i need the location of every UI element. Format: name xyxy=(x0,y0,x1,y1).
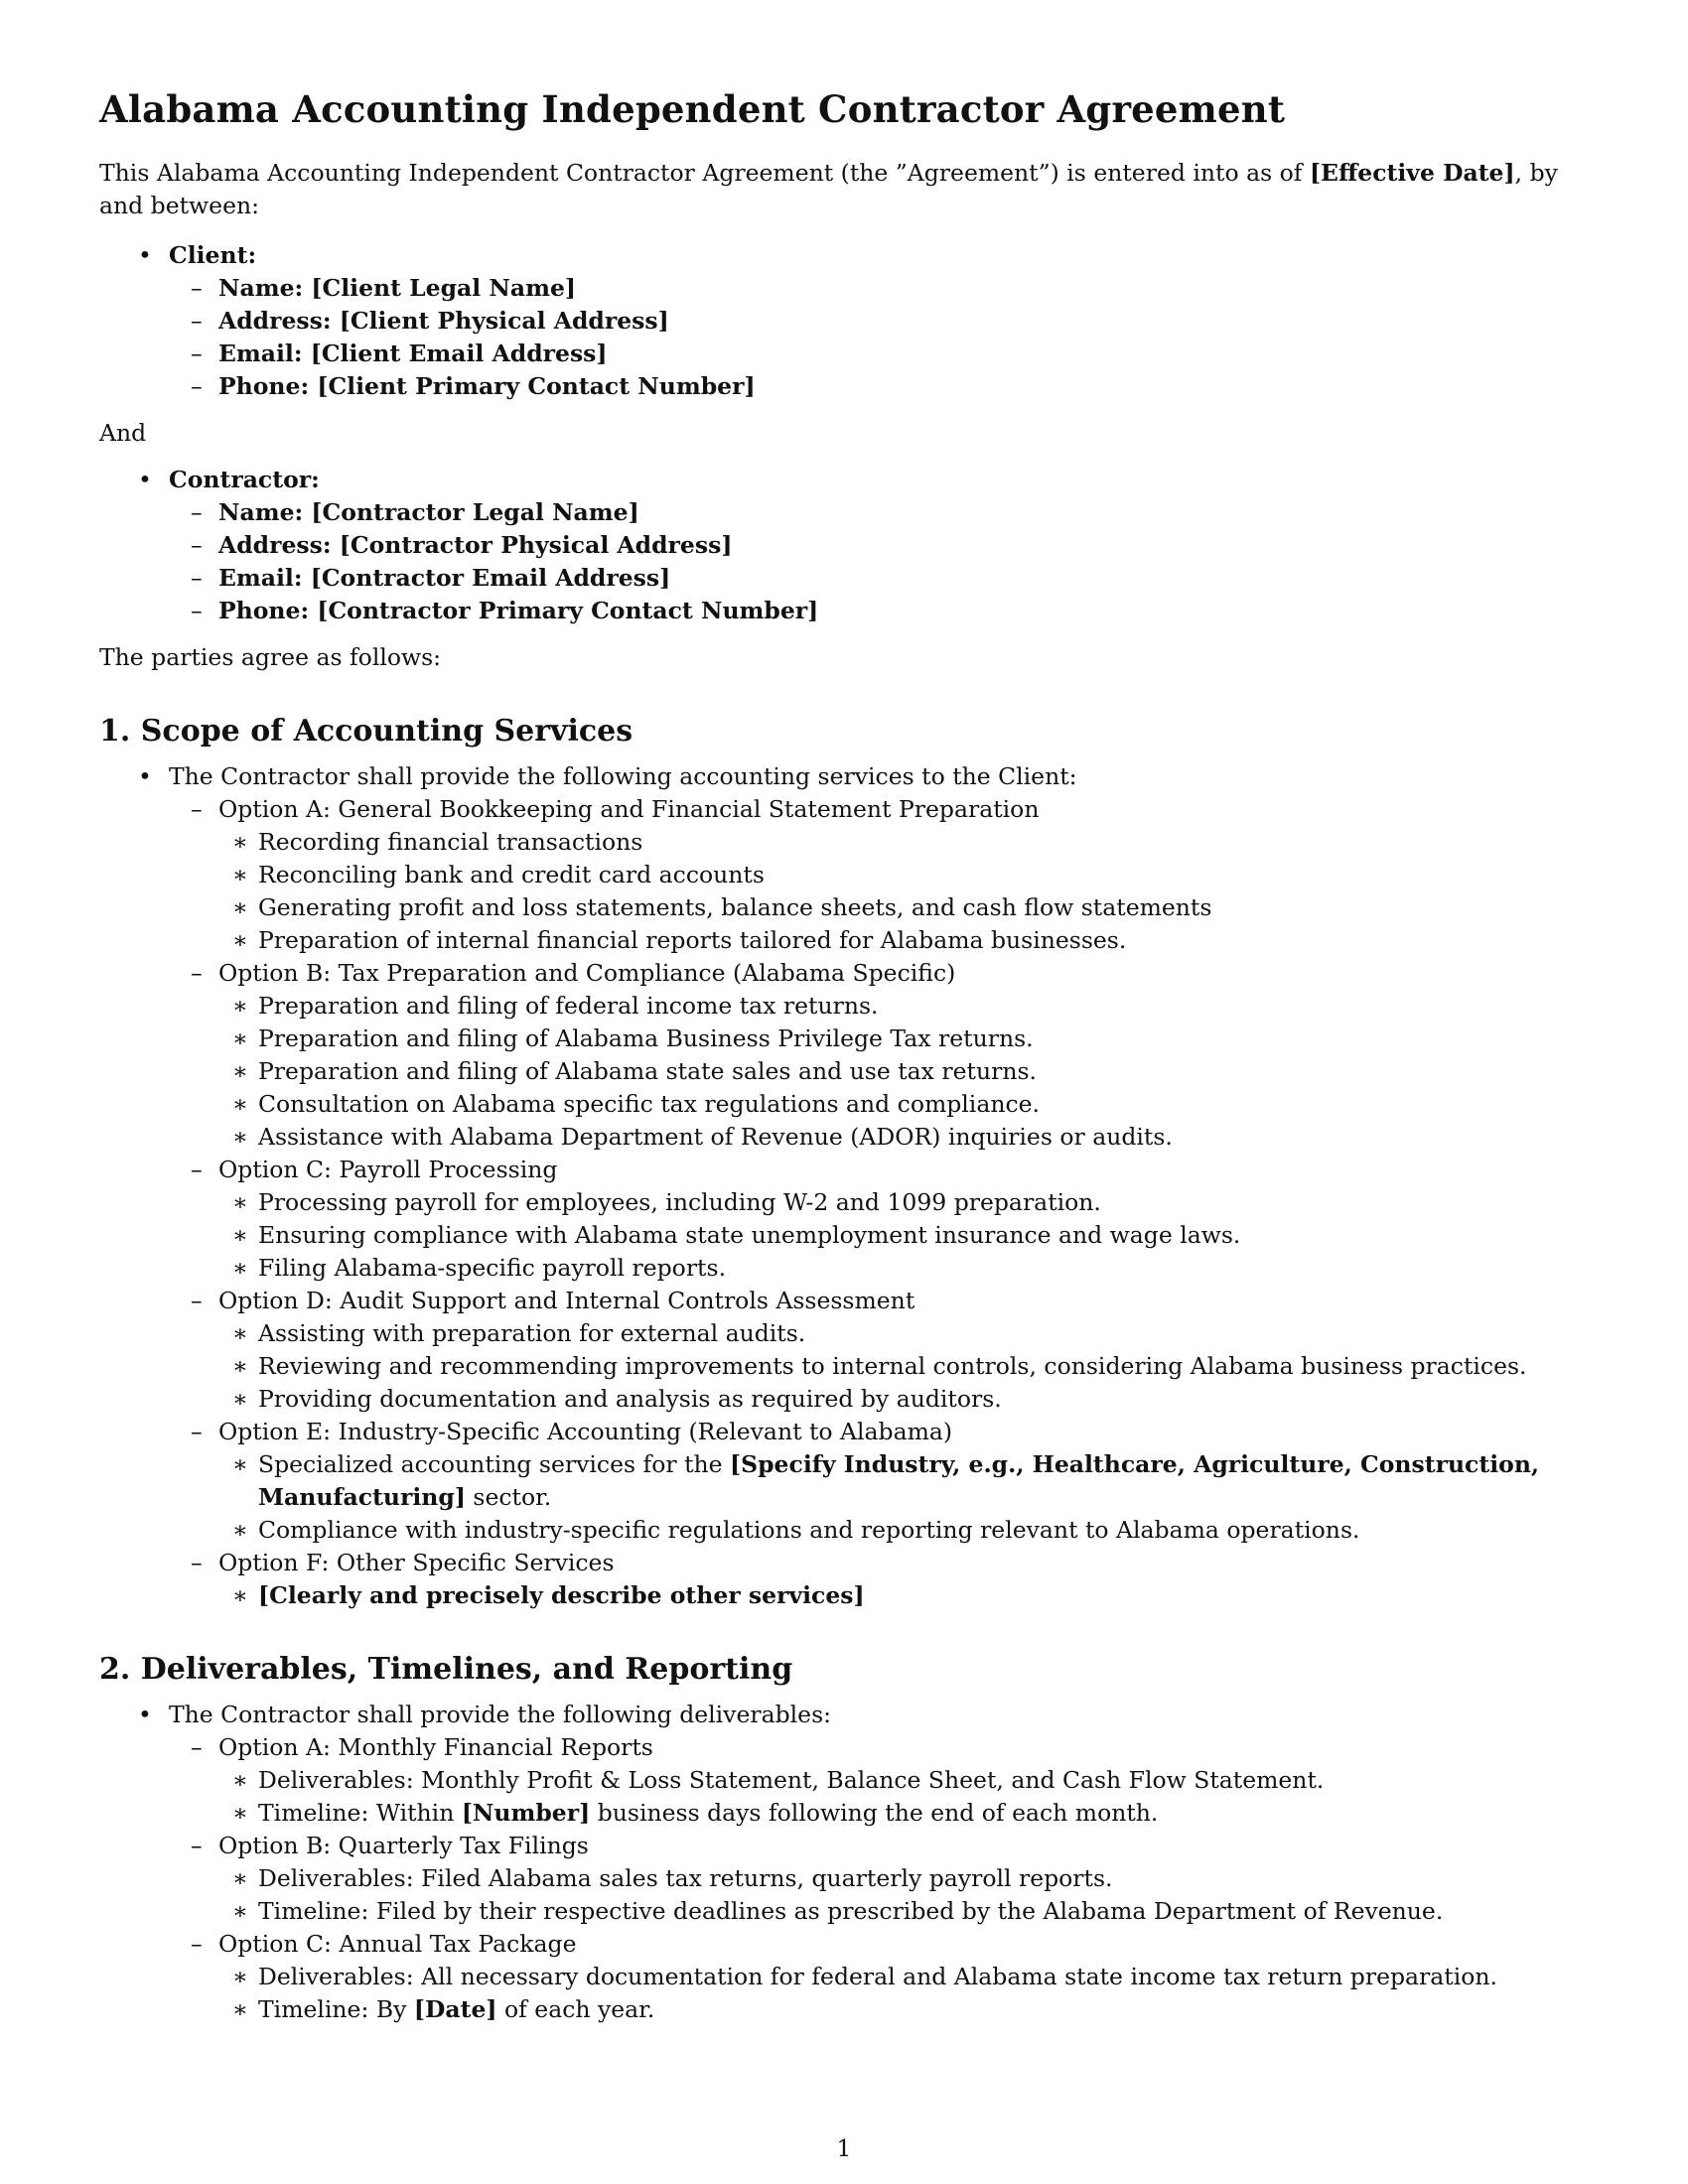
list-item: ∗ Recording financial transactions xyxy=(209,826,1589,859)
list-item: ∗ Compliance with industry-specific regulations and reporting relevant to Alabama operations. xyxy=(209,1514,1589,1547)
deliverable-option-c: – Option C: Annual Tax Package ∗ Deliverables: All necessary documentation for federal and Alabama state income tax return preparation. ∗ Timeline: By [Date] of each year. xyxy=(159,1928,1589,2026)
client-label: Client: xyxy=(169,241,257,269)
option-e: – Option E: Industry-Specific Accounting (Relevant to Alabama) ∗ Specialized accounting services for the [Specify Industry, e.g., Healthcare, Agriculture, Construction, Manufacturing] sector. ∗ Compliance with industry-specific regulations and reporting relevant to Alabama operations. xyxy=(159,1416,1589,1547)
client-block xyxy=(99,239,1589,403)
page-number: 1 xyxy=(836,2134,852,2162)
list-item: ∗ Assisting with preparation for external audits. xyxy=(209,1317,1589,1350)
list-item xyxy=(209,1579,1589,1612)
document-page xyxy=(99,87,1589,2026)
list-item: ∗ Timeline: By [Date] of each year. xyxy=(209,1993,1589,2026)
option-f: – Option F: Other Specific Services ∗ [Clearly and precisely describe other services] xyxy=(159,1547,1589,1612)
section-1-heading: 1. Scope of Accounting Services xyxy=(99,714,633,749)
section-1-lead: • The Contractor shall provide the following accounting services to the Client: – Option A: General Bookkeeping and Financial Statement Preparation ∗ Recording financial transactions ∗ Reconciling bank and credit card accounts ∗ Generating profit and loss statements, balance sheets, and cash flow statements ∗ Preparation of internal financial reports tailored for Alabama businesses. – Option B: Tax Preparation and Compliance (Alabama Specific) ∗ Preparation and filing of federal income tax returns. ∗ Preparation and filing of Alabama Business Privilege Tax returns. ∗ Preparation and filing of Alabama state sales and use tax returns. ∗ Consultation on Alabama specific tax regulations and compliance. ∗ Assistance with Alabama Department of Revenue (ADOR) inquiries or audits. – Option C: Payroll Processing ∗ Processing payroll for employees, including W-2 and 1099 preparation. ∗ Ensuring compliance with Alabama state unemployment insurance and wage laws. ∗ Filing Alabama-specific payroll reports. – Option D: Audit Support and Internal Controls Assessment ∗ Assisting with preparation for external audits. ∗ Reviewing and recommending improvements to internal controls, considering Alabama business practices. ∗ Providing documentation and analysis as required by auditors. – Option E: Industry-Specific Accounting (Relevant to Alabama) ∗ Specialized accounting services for the [Specify Industry, e.g., Healthcare, Agriculture, Construction, Manufacturing] sector. ∗ Compliance with industry-specific regulations and reporting relevant to Alabama operations. – Option F: Other Specific Services ∗ [Clearly and precisely describe other services] xyxy=(99,760,1589,1612)
list-item: ∗ Preparation and filing of Alabama state sales and use tax returns. xyxy=(209,1055,1589,1088)
client-phone-field: – Phone: [Client Primary Contact Number] xyxy=(159,370,1589,403)
deliverable-option-b: – Option B: Quarterly Tax Filings ∗ Deliverables: Filed Alabama sales tax returns, quarterly payroll reports. ∗ Timeline: Filed by their respective deadlines as prescribed by the Alabama Department of Revenue. xyxy=(159,1830,1589,1928)
list-item: ∗ Preparation and filing of Alabama Business Privilege Tax returns. xyxy=(209,1023,1589,1055)
agree-text: The parties agree as follows: xyxy=(99,643,442,671)
section-2-heading: 2. Deliverables, Timelines, and Reporting xyxy=(99,1652,793,1687)
intro-paragraph xyxy=(99,157,1589,222)
list-item: ∗ Timeline: Within [Number] business days following the end of each month. xyxy=(209,1797,1589,1830)
client-address-field: – Address: [Client Physical Address] xyxy=(159,305,1589,338)
deliverable-option-a: – Option A: Monthly Financial Reports ∗ Deliverables: Monthly Profit & Loss Statement, Balance Sheet, and Cash Flow Statement. ∗ Timeline: Within [Number] business days following the end of each month. xyxy=(159,1731,1589,1830)
date-placeholder: [Date] xyxy=(413,1995,497,2023)
list-item: ∗ Filing Alabama-specific payroll reports. xyxy=(209,1252,1589,1285)
client-list xyxy=(99,239,1589,403)
section-1-list xyxy=(99,760,1589,1612)
contractor-block xyxy=(99,464,1589,627)
list-item: ∗ Preparation and filing of federal income tax returns. xyxy=(209,990,1589,1023)
option-b: – Option B: Tax Preparation and Compliance (Alabama Specific) ∗ Preparation and filing of federal income tax returns. ∗ Preparation and filing of Alabama Business Privilege Tax returns. ∗ Preparation and filing of Alabama state sales and use tax returns. ∗ Consultation on Alabama specific tax regulations and compliance. ∗ Assistance with Alabama Department of Revenue (ADOR) inquiries or audits. xyxy=(159,957,1589,1154)
list-item: ∗ Reviewing and recommending improvements to internal controls, considering Alabama business practices. xyxy=(209,1350,1589,1383)
list-item: ∗ Timeline: Filed by their respective deadlines as prescribed by the Alabama Department of Revenue. xyxy=(209,1895,1589,1928)
list-item: ∗ Deliverables: Filed Alabama sales tax returns, quarterly payroll reports. xyxy=(209,1862,1589,1895)
list-item: ∗ Processing payroll for employees, including W-2 and 1099 preparation. xyxy=(209,1186,1589,1219)
contractor-email-field: – Email: [Contractor Email Address] xyxy=(159,562,1589,595)
option-d: – Option D: Audit Support and Internal Controls Assessment ∗ Assisting with preparation for external audits. ∗ Reviewing and recommending improvements to internal controls, considering Alabama business practices. ∗ Providing documentation and analysis as required by auditors. xyxy=(159,1285,1589,1416)
intro-text: This Alabama Accounting Independent Contractor Agreement (the ”Agreement”) is entered into as of xyxy=(99,159,1310,187)
contractor-label: Contractor: xyxy=(169,466,320,493)
client-email-field: – Email: [Client Email Address] xyxy=(159,338,1589,370)
list-item: ∗ Deliverables: Monthly Profit & Loss Statement, Balance Sheet, and Cash Flow Statement. xyxy=(209,1764,1589,1797)
list-item: ∗ Specialized accounting services for the [Specify Industry, e.g., Healthcare, Agriculture, Construction, Manufacturing] sector. xyxy=(209,1448,1589,1514)
list-item: ∗ Deliverables: All necessary documentation for federal and Alabama state income tax return preparation. xyxy=(209,1961,1589,1993)
section-2-list xyxy=(99,1699,1589,2026)
section-2-options xyxy=(159,1731,1589,2026)
list-item: ∗ Reconciling bank and credit card accounts xyxy=(209,859,1589,891)
option-a: – Option A: General Bookkeeping and Financial Statement Preparation ∗ Recording financial transactions ∗ Reconciling bank and credit card accounts ∗ Generating profit and loss statements, balance sheets, and cash flow statements ∗ Preparation of internal financial reports tailored for Alabama businesses. xyxy=(159,793,1589,957)
list-item: ∗ Generating profit and loss statements, balance sheets, and cash flow statements xyxy=(209,891,1589,924)
contractor-phone-field: – Phone: [Contractor Primary Contact Number] xyxy=(159,595,1589,627)
intro-text-end: , by and between: xyxy=(99,159,1558,219)
section-1-options xyxy=(159,793,1589,1612)
other-services-placeholder: [Clearly and precisely describe other services] xyxy=(258,1581,865,1609)
contractor-address-field: – Address: [Contractor Physical Address] xyxy=(159,529,1589,562)
contractor-fields xyxy=(159,496,1589,627)
effective-date-placeholder: [Effective Date] xyxy=(1309,159,1515,187)
list-item: ∗ Consultation on Alabama specific tax regulations and compliance. xyxy=(209,1088,1589,1121)
list-item: ∗ Assistance with Alabama Department of Revenue (ADOR) inquiries or audits. xyxy=(209,1121,1589,1154)
list-item: ∗ Providing documentation and analysis as required by auditors. xyxy=(209,1383,1589,1416)
option-c: – Option C: Payroll Processing ∗ Processing payroll for employees, including W-2 and 1099 preparation. ∗ Ensuring compliance with Alabama state unemployment insurance and wage laws. ∗ Filing Alabama-specific payroll reports. xyxy=(159,1154,1589,1285)
list-item: ∗ Preparation of internal financial reports tailored for Alabama businesses. xyxy=(209,924,1589,957)
list-item: ∗ Ensuring compliance with Alabama state unemployment insurance and wage laws. xyxy=(209,1219,1589,1252)
number-placeholder: [Number] xyxy=(461,1799,591,1827)
contractor-name-field: – Name: [Contractor Legal Name] xyxy=(159,496,1589,529)
document-title: Alabama Accounting Independent Contractor Agreement xyxy=(99,87,1286,131)
client-fields xyxy=(159,272,1589,403)
section-2-lead: • The Contractor shall provide the following deliverables: – Option A: Monthly Financial Reports ∗ Deliverables: Monthly Profit & Loss Statement, Balance Sheet, and Cash Flow Statement. ∗ Timeline: Within [Number] business days following the end of each month. – Option B: Quarterly Tax Filings ∗ Deliverables: Filed Alabama sales tax returns, quarterly payroll reports. ∗ Timeline: Filed by their respective deadlines as prescribed by the Alabama Department of Revenue. – Option C: Annual Tax Package ∗ Deliverables: All necessary documentation for federal and Alabama state income tax return preparation. ∗ Timeline: By [Date] of each year. xyxy=(99,1699,1589,2026)
industry-placeholder: [Specify Industry, e.g., Healthcare, Agriculture, Construction, Manufacturing] xyxy=(258,1450,1540,1511)
client-name-field: – Name: [Client Legal Name] xyxy=(159,272,1589,305)
and-text: And xyxy=(99,419,147,447)
contractor-list xyxy=(99,464,1589,627)
